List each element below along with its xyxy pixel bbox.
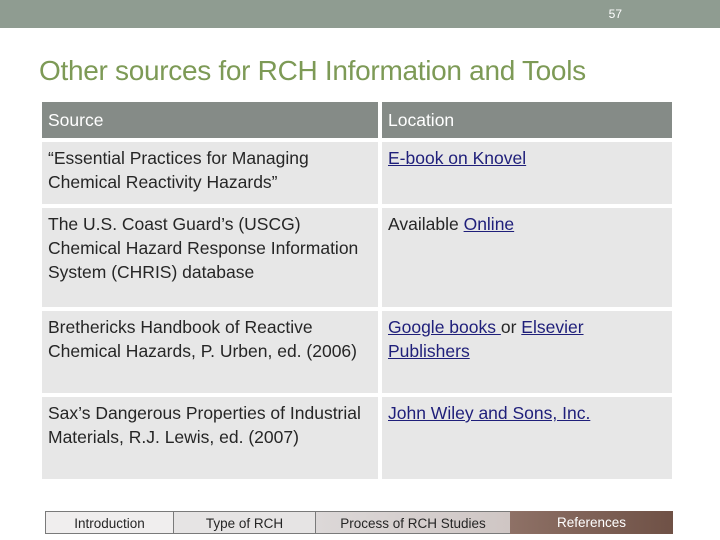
slide-number: 57 [608, 7, 622, 21]
location-cell [382, 142, 672, 204]
nav-references-button[interactable]: References [510, 511, 673, 534]
location-text: Available [388, 214, 464, 234]
table-header-row [42, 102, 672, 138]
source-cell: The U.S. Coast Guard’s (USCG) Chemical Hazard Response Information System (CHRIS) database [42, 208, 378, 307]
location-cell [382, 397, 672, 479]
location-cell [382, 208, 672, 307]
table-row [42, 208, 672, 307]
slide-title: Other sources for RCH Information and Tools [39, 55, 586, 86]
source-cell: Brethericks Handbook of Reactive Chemical Hazards, P. Urben, ed. (2006) [42, 311, 378, 393]
online-link[interactable]: Online [463, 214, 515, 234]
sources-table [42, 102, 672, 483]
header-location: Location [382, 102, 672, 138]
table-row [42, 142, 672, 204]
nav-process-button[interactable]: Process of RCH Studies [316, 511, 510, 534]
location-text: or [500, 317, 522, 337]
table-row [42, 311, 672, 393]
source-cell: Sax’s Dangerous Properties of Industrial Materials, R.J. Lewis, ed. (2007) [42, 397, 378, 479]
elsevier-link[interactable]: Elsevier Publishers [388, 317, 584, 361]
wiley-link[interactable]: John Wiley and Sons, Inc. [388, 403, 591, 423]
navigation-bar [45, 511, 673, 534]
table-row [42, 397, 672, 479]
location-cell [382, 311, 672, 393]
nav-introduction-button[interactable]: Introduction [45, 511, 174, 534]
source-cell: “Essential Practices for Managing Chemical Reactivity Hazards” [42, 142, 378, 204]
nav-type-of-rch-button[interactable]: Type of RCH [174, 511, 316, 534]
google-books-link[interactable]: Google books [388, 317, 501, 337]
header-source: Source [42, 102, 378, 138]
knovel-link[interactable]: E-book on Knovel [388, 148, 527, 168]
top-bar [0, 0, 720, 28]
